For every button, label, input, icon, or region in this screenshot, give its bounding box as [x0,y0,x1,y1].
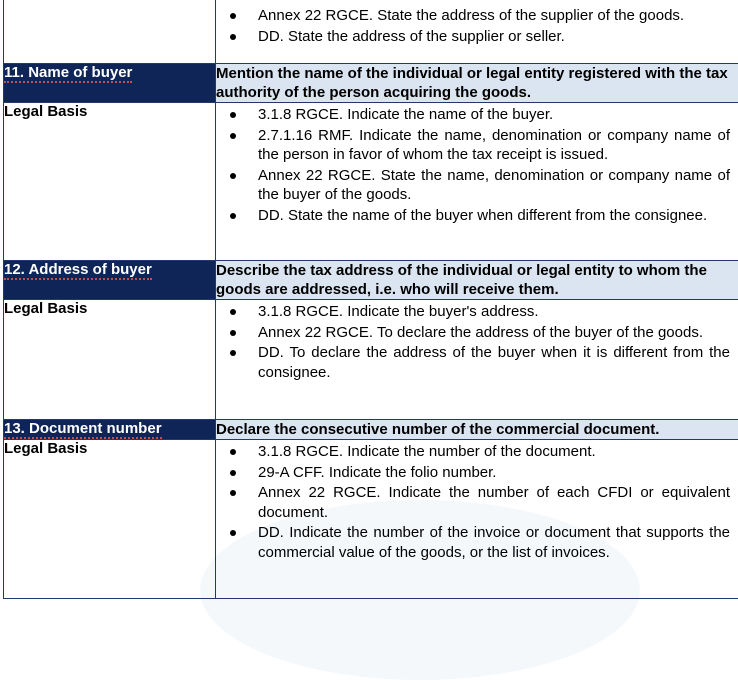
list-item: DD. To declare the address of the buyer when it is different from the consignee. [216,343,730,382]
legal-basis-label: Legal Basis [4,103,216,261]
list-item: DD. State the address of the supplier or seller. [216,27,730,47]
section-header-row [4,420,738,440]
section-description: Mention the name of the individual or legal entity registered with the tax authority of the person acquiring the goods. [216,64,738,103]
section-description: Describe the tax address of the individual or legal entity to whom the goods are addressed, i.e. who will receive them. [216,261,738,300]
top-items-list [216,6,738,46]
legal-basis-list [216,105,738,226]
legal-basis-row [4,103,738,261]
list-item: 3.1.8 RGCE. Indicate the number of the document. [216,442,730,462]
list-item: 2.7.1.16 RMF. Indicate the name, denomination or company name of the person in favor of whom the tax receipt is issued. [216,126,730,165]
section-header-row [4,64,738,103]
section-heading: 11. Name of buyer [4,64,216,103]
legal-basis-list [216,302,738,382]
list-item: 29-A CFF. Indicate the folio number. [216,463,730,483]
section-description: Declare the consecutive number of the commercial document. [216,420,738,440]
requirements-table [3,0,738,599]
list-item: DD. State the name of the buyer when different from the consignee. [216,206,730,226]
legal-basis-list [216,442,738,563]
legal-basis-label: Legal Basis [4,300,216,420]
section-header-row [4,261,738,300]
legal-basis-row [4,440,738,599]
list-item: 3.1.8 RGCE. Indicate the name of the buyer. [216,105,730,125]
list-item: Annex 22 RGCE. Indicate the number of each CFDI or equivalent document. [216,483,730,522]
list-item: 3.1.8 RGCE. Indicate the buyer's address. [216,302,730,322]
list-item: Annex 22 RGCE. To declare the address of the buyer of the goods. [216,323,730,343]
list-item: Annex 22 RGCE. State the name, denomination or company name of the buyer of the goods. [216,166,730,205]
section-heading: 13. Document number [4,420,216,440]
list-item: DD. Indicate the number of the invoice or document that supports the commercial value of the goods, or the list of invoices. [216,523,730,562]
section-heading: 12. Address of buyer [4,261,216,300]
legal-basis-label: Legal Basis [4,440,216,599]
legal-basis-row [4,300,738,420]
top-label-cell [4,0,216,64]
list-item: Annex 22 RGCE. State the address of the supplier of the goods. [216,6,730,26]
top-continuation-row [4,0,738,64]
